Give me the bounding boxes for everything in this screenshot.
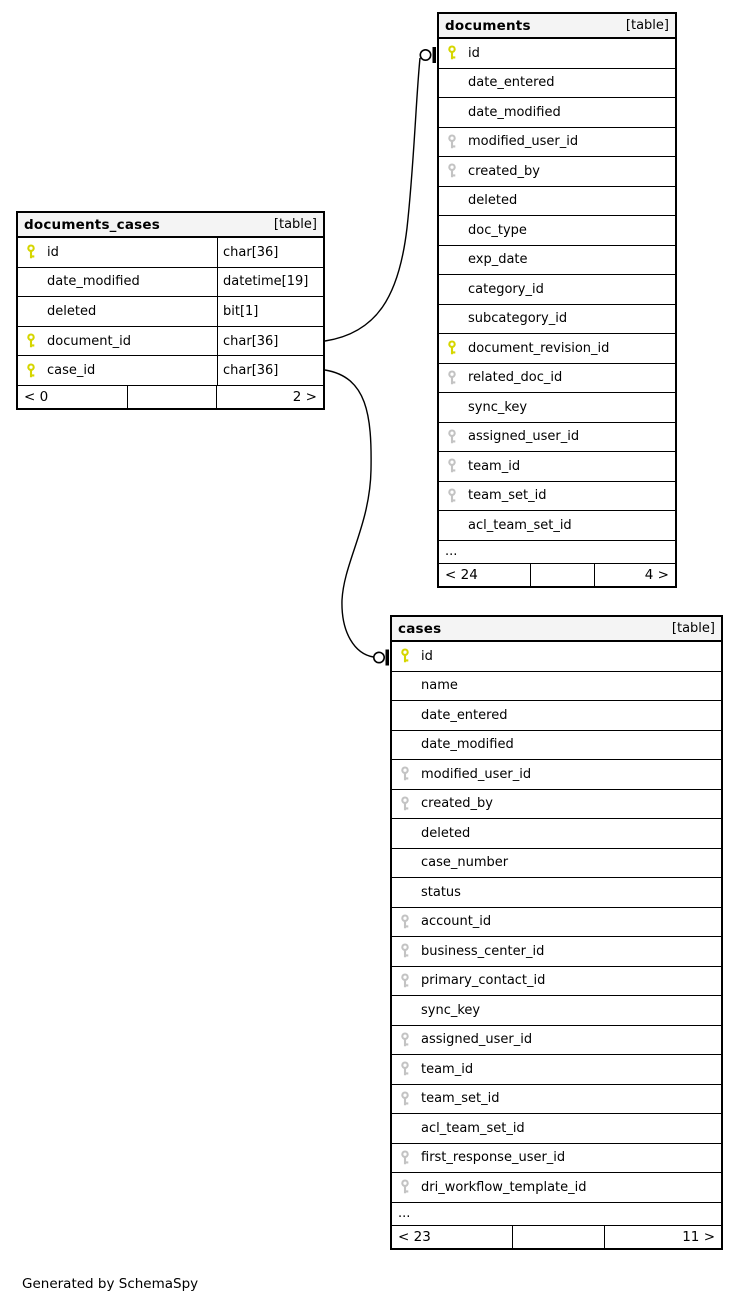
column-row-assigned_user_id [439,423,675,453]
column-row-primary_contact_id [392,967,721,997]
one-endpoint-circle [374,652,384,662]
foreign-key-icon [446,458,459,474]
key-slot [439,429,468,445]
table-name: documents_cases [24,216,160,233]
column-name: primary_contact_id [421,973,546,989]
column-name: dri_workflow_template_id [421,1179,587,1195]
column-name: account_id [421,914,492,930]
relationship-curve [325,58,420,341]
primary-key-icon [399,648,412,664]
key-slot [439,340,468,356]
key-slot [392,1179,421,1195]
column-name: case_id [47,363,96,379]
column-row-category_id [439,275,675,305]
foreign-key-icon [399,1091,412,1107]
primary-key-icon [25,363,38,379]
foreign-key-icon [446,488,459,504]
column-row-exp_date [439,246,675,276]
column-row-id [392,642,721,672]
column-row-modified_user_id [392,760,721,790]
column-name: date_modified [421,737,514,753]
footer-middle-cell [127,386,217,408]
table-header[interactable] [392,617,721,642]
column-row-case_id [18,356,323,386]
column-name: created_by [421,796,493,812]
column-name: team_set_id [468,488,547,504]
column-name: acl_team_set_id [468,517,572,533]
column-name: sync_key [468,399,528,415]
column-name: subcategory_id [468,311,568,327]
generated-by-note: Generated by SchemaSpy [22,1276,199,1292]
foreign-key-icon [399,1150,412,1166]
key-slot [392,1091,421,1107]
column-row-id [439,39,675,69]
column-name: created_by [468,163,540,179]
column-row-document_revision_id [439,334,675,364]
key-slot [392,914,421,930]
table-header[interactable] [18,213,323,238]
footer-right-count: 4 > [644,566,669,583]
foreign-key-icon [399,796,412,812]
column-row-deleted [439,187,675,217]
key-slot [392,943,421,959]
column-row-date_modified [18,268,323,298]
column-row-created_by [439,157,675,187]
foreign-key-icon [399,1179,412,1195]
more-columns-ellipsis: ... [439,541,675,564]
column-row-dri_workflow_template_id [392,1173,721,1203]
key-slot [439,458,468,474]
column-name: first_response_user_id [421,1150,566,1166]
foreign-key-icon [399,973,412,989]
column-name: date_entered [468,75,555,91]
column-row-id [18,238,323,268]
table-type-badge: [table] [671,621,715,636]
column-row-team_set_id [439,482,675,512]
column-row-date_entered [392,701,721,731]
column-name: doc_type [468,222,527,238]
column-type: datetime[19] [217,268,323,297]
column-name: document_revision_id [468,340,610,356]
column-row-assigned_user_id [392,1026,721,1056]
footer-middle-cell [512,1226,605,1248]
relationship-documents_cases-document_id-to-documents-id [325,47,436,341]
table-name: cases [398,620,442,637]
foreign-key-icon [446,429,459,445]
table-cases[interactable] [390,615,723,1250]
table-name: documents [445,17,531,34]
key-slot [18,363,47,379]
column-name: name [421,678,458,694]
key-slot [392,796,421,812]
key-slot [392,1061,421,1077]
relationship-curve [325,370,374,657]
key-slot [439,45,468,61]
column-name: id [421,648,433,664]
column-name: assigned_user_id [421,1032,533,1048]
column-name: team_set_id [421,1091,500,1107]
table-type-badge: [table] [625,18,669,33]
key-slot [392,766,421,782]
column-name: id [47,244,59,260]
column-row-deleted [392,819,721,849]
key-slot [439,370,468,386]
foreign-key-icon [399,1061,412,1077]
table-documents_cases[interactable] [16,211,325,410]
column-name: status [421,884,461,900]
column-row-modified_user_id [439,128,675,158]
column-row-first_response_user_id [392,1144,721,1174]
column-row-created_by [392,790,721,820]
table-footer [439,564,675,586]
column-row-status [392,878,721,908]
column-name: id [468,45,480,61]
table-footer [18,386,323,408]
more-columns-ellipsis: ... [392,1203,721,1226]
column-name: sync_key [421,1002,481,1018]
column-type: char[36] [217,356,323,385]
column-row-subcategory_id [439,305,675,335]
column-name: modified_user_id [421,766,532,782]
primary-key-icon [25,333,38,349]
footer-left-count: < 24 [445,566,478,583]
column-name: date_entered [421,707,508,723]
column-row-date_entered [439,69,675,99]
column-row-team_id [439,452,675,482]
primary-key-icon [446,45,459,61]
column-row-date_modified [439,98,675,128]
primary-key-icon [446,340,459,356]
column-row-sync_key [392,996,721,1026]
column-name: date_modified [47,274,140,290]
column-row-team_set_id [392,1085,721,1115]
key-slot [18,333,47,349]
column-row-doc_type [439,216,675,246]
one-endpoint-tick [386,650,390,666]
key-slot [392,1032,421,1048]
one-endpoint-circle [420,50,430,60]
footer-right-count: 2 > [292,388,317,405]
column-name: team_id [468,458,521,474]
table-header[interactable] [439,14,675,39]
key-slot [439,163,468,179]
column-row-document_id [18,327,323,357]
column-type: char[36] [217,238,323,267]
column-row-acl_team_set_id [392,1114,721,1144]
key-slot [18,244,47,260]
foreign-key-icon [399,1032,412,1048]
key-slot [392,648,421,664]
column-name: deleted [47,303,97,319]
column-name: acl_team_set_id [421,1120,525,1136]
footer-left-count: < 23 [398,1228,431,1245]
column-name: case_number [421,855,509,871]
column-name: document_id [47,333,131,349]
column-name: date_modified [468,104,561,120]
column-name: category_id [468,281,544,297]
column-row-date_modified [392,731,721,761]
table-documents[interactable] [437,12,677,588]
primary-key-icon [25,244,38,260]
column-row-related_doc_id [439,364,675,394]
key-slot [439,134,468,150]
column-name: deleted [421,825,471,841]
column-row-team_id [392,1055,721,1085]
foreign-key-icon [399,943,412,959]
key-slot [392,973,421,989]
column-name: related_doc_id [468,370,563,386]
one-endpoint-tick [433,47,437,63]
foreign-key-icon [446,370,459,386]
footer-right-count: 11 > [682,1228,715,1245]
key-slot [439,488,468,504]
key-slot [392,1150,421,1166]
column-type: char[36] [217,327,323,356]
table-footer [392,1226,721,1248]
column-name: assigned_user_id [468,429,580,445]
column-row-acl_team_set_id [439,511,675,541]
column-name: exp_date [468,252,528,268]
column-name: deleted [468,193,518,209]
column-row-name [392,672,721,702]
foreign-key-icon [446,134,459,150]
column-type: bit[1] [217,297,323,326]
column-row-case_number [392,849,721,879]
foreign-key-icon [399,914,412,930]
column-row-deleted [18,297,323,327]
foreign-key-icon [446,163,459,179]
foreign-key-icon [399,766,412,782]
relationship-documents_cases-case_id-to-cases-id [325,370,389,666]
column-name: modified_user_id [468,134,579,150]
column-name: business_center_id [421,943,545,959]
column-row-business_center_id [392,937,721,967]
table-type-badge: [table] [273,217,317,232]
column-row-account_id [392,908,721,938]
footer-left-count: < 0 [24,388,49,405]
column-name: team_id [421,1061,474,1077]
column-row-sync_key [439,393,675,423]
footer-middle-cell [530,564,595,586]
